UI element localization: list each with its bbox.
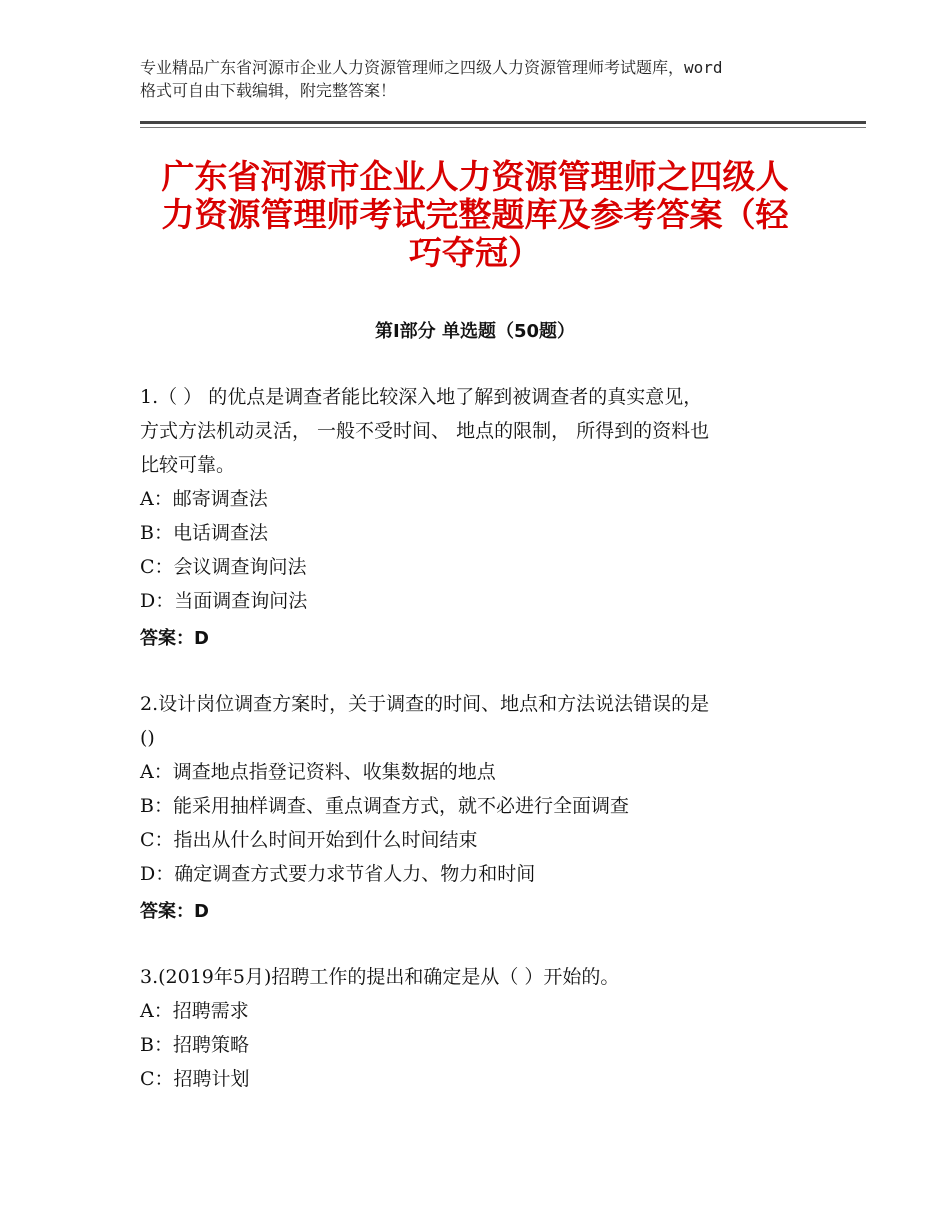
question-2-option-c: C：指出从什么时间开始到什么时间结束: [140, 829, 478, 851]
question-1-option-b: B：电话调查法: [140, 522, 268, 544]
question-2-stem-line-1: 2.设计岗位调查方案时，关于调查的时间、地点和方法说法错误的是: [140, 693, 710, 715]
question-1-option-a: A：邮寄调查法: [140, 488, 268, 510]
title-line-1: 广东省河源市企业人力资源管理师之四级人: [161, 157, 789, 196]
question-3-option-a: A：招聘需求: [140, 1000, 249, 1022]
question-1-stem-line-2: 方式方法机动灵活， 一般不受时间、 地点的限制， 所得到的资料也: [140, 420, 710, 442]
header-divider-thick: [140, 121, 866, 124]
header-note: [140, 56, 820, 102]
title-line-2: 力资源管理师考试完整题库及参考答案（轻: [161, 195, 789, 234]
header-divider-thin: [140, 127, 866, 128]
question-2-stem-line-2: (): [140, 727, 155, 749]
header-note-line-1: 专业精品广东省河源市企业人力资源管理师之四级人力资源管理师考试题库，word: [140, 58, 723, 77]
question-2-option-a: A：调查地点指登记资料、收集数据的地点: [140, 761, 496, 783]
header-note-line-2: 格式可自由下载编辑，附完整答案！: [140, 81, 397, 100]
question-3-option-c: C：招聘计划: [140, 1068, 250, 1090]
question-1-stem-line-3: 比较可靠。: [140, 454, 236, 476]
question-1-option-c: C：会议调查询问法: [140, 556, 307, 578]
question-1-option-d: D：当面调查询问法: [140, 590, 308, 612]
question-1-stem-line-1: 1.（ ） 的优点是调查者能比较深入地了解到被调查者的真实意见，: [140, 386, 703, 408]
question-1-answer: 答案：D: [140, 628, 209, 649]
question-2-option-d: D：确定调查方式要力求节省人力、物力和时间: [140, 863, 536, 885]
title-line-3: 巧夺冠）: [409, 233, 541, 272]
question-3-stem-line-1: 3.(2019年5月)招聘工作的提出和确定是从（ ）开始的。: [140, 966, 620, 988]
document-title: [140, 158, 810, 272]
question-2-option-b: B：能采用抽样调查、重点调查方式，就不必进行全面调查: [140, 795, 629, 817]
question-2-answer: 答案：D: [140, 901, 209, 922]
question-3-option-b: B：招聘策略: [140, 1034, 249, 1056]
section-title: 第Ⅰ部分 单选题（50题）: [374, 321, 575, 342]
